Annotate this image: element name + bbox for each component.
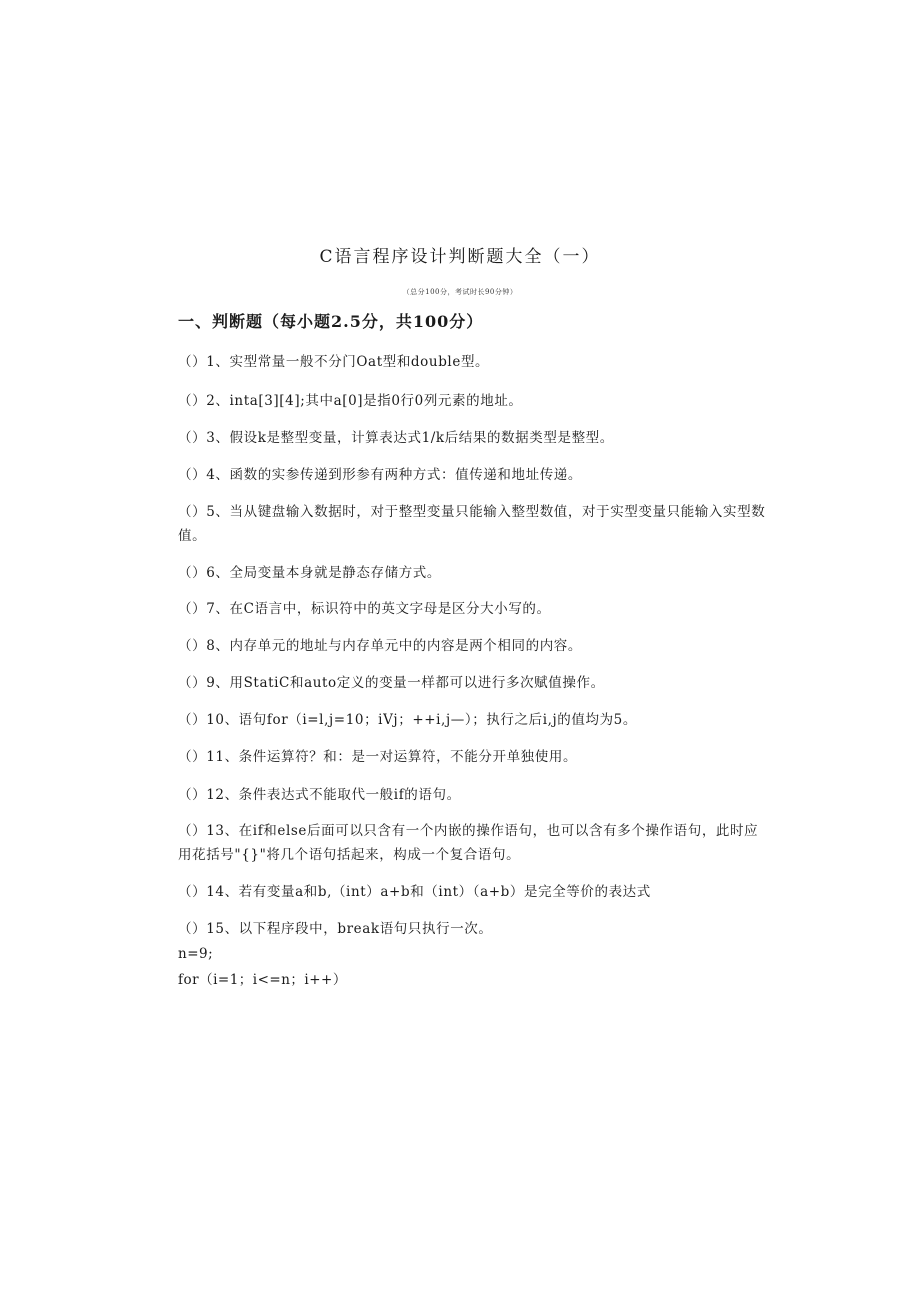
document-subtitle: （总分100分，考试时长90分钟）: [402, 288, 518, 296]
question-2: （）2、inta[3][4];其中a[0]是指0行0列元素的地址。: [178, 393, 523, 409]
question-13: （）13、在if和else后面可以只含有一个内嵌的操作语句，也可以含有多个操作语句，此时应用花括号"{}"将几个语句括起来，构成一个复合语句。: [178, 823, 759, 863]
question-11: （）11、条件运算符？和：是一对运算符，不能分开单独使用。: [178, 749, 578, 765]
question-15: （）15、以下程序段中，break语句只执行一次。: [178, 921, 493, 937]
code-line-2: for（i=1；i<=n；i++）: [178, 972, 347, 988]
question-6: （）6、全局变量本身就是静态存储方式。: [178, 565, 441, 581]
question-4: （）4、函数的实参传递到形参有两种方式：值传递和地址传递。: [178, 467, 582, 483]
question-1: （）1、实型常量一般不分门Oat型和double型。: [178, 354, 490, 370]
question-5: （）5、当从键盘输入数据时，对于整型变量只能输入整型数值，对于实型变量只能输入实型数值。: [178, 504, 766, 544]
document-title: C语言程序设计判断题大全（一）: [319, 247, 601, 267]
question-9: （）9、用StatiC和auto定义的变量一样都可以进行多次赋值操作。: [178, 675, 605, 691]
question-12: （）12、条件表达式不能取代一般if的语句。: [178, 787, 461, 803]
question-10: （）10、语句for（i=l,j=10；iVj；++i,j—）；执行之后i,j的值均为5。: [178, 712, 637, 728]
question-8: （）8、内存单元的地址与内存单元中的内容是两个相同的内容。: [178, 638, 582, 654]
question-14: （）14、若有变量a和b,（int）a+b和（int）（a+b）是完全等价的表达式: [178, 884, 651, 900]
section-heading: 一、判断题（每小题2.5分，共100分）: [178, 312, 484, 331]
code-line-1: n=9;: [178, 946, 214, 962]
question-7: （）7、在C语言中，标识符中的英文字母是区分大小写的。: [178, 601, 551, 617]
question-3: （）3、假设k是整型变量，计算表达式1/k后结果的数据类型是整型。: [178, 430, 614, 446]
